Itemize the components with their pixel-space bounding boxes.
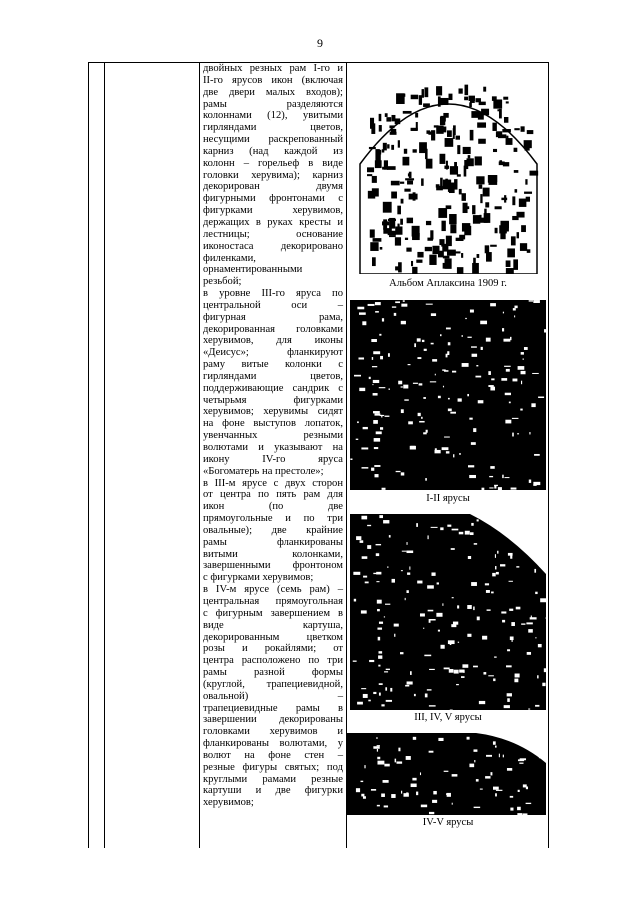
album-photo-iconostasis (352, 64, 545, 274)
description-line: II-го ярусов икон (включая (203, 74, 343, 86)
description-line: картуши и две фигурки (203, 785, 343, 797)
description-line: витыми колонками, (203, 548, 343, 560)
description-line: декорированным цветком (203, 631, 343, 643)
description-cell (203, 63, 343, 809)
description-line: лестницы; основание (203, 228, 343, 240)
description-line: круглыми рамами резные (203, 773, 343, 785)
description-line: рамы фланкированы (203, 536, 343, 548)
description-line: рамы разделяются (203, 98, 343, 110)
description-line: фигурками херувимов, (203, 205, 343, 217)
description-line: гирляндами цветов, (203, 370, 343, 382)
description-line: рамы разной формы (203, 667, 343, 679)
description-line: с фигурным завершением в (203, 607, 343, 619)
description-line: колонн – горельеф в виде (203, 157, 343, 169)
description-line: овальные); две крайние (203, 524, 343, 536)
description-line: с фигурками херувимов; (203, 572, 314, 584)
description-line: овальной) – (203, 690, 343, 702)
description-line: декорирован двумя (203, 181, 343, 193)
table-border-left (88, 62, 89, 848)
description-line: центра расположено по три (203, 655, 343, 667)
table-border-right (548, 62, 549, 848)
description-line: две двери малых входов); (203, 86, 343, 98)
description-line: декорированная головками (203, 323, 343, 335)
page-number: 9 (317, 36, 323, 50)
photo-tiers-1-2 (350, 300, 546, 490)
description-line: виде картуша, (203, 619, 343, 631)
description-line: розы и рокайлями; от (203, 643, 343, 655)
description-line: филенками, (203, 252, 256, 264)
description-line: резьбой; (203, 276, 242, 288)
description-line: икон (по две (203, 501, 343, 513)
description-line: в IV-м ярусе (семь рам) – (203, 584, 343, 596)
description-line: гирляндами цветов, (203, 122, 343, 134)
description-line: центральной оси – (203, 299, 343, 311)
description-line: херувимов; (203, 797, 254, 809)
description-line: держащих в руках кресты и (203, 216, 343, 228)
column-divider-2 (199, 62, 200, 848)
description-line: в III-м ярусе с двух сторон (203, 477, 343, 489)
description-line: фигурными фронтонами с (203, 193, 343, 205)
description-line: завершенными фронтоном (203, 560, 343, 572)
description-line: колоннами (12), увитыми (203, 110, 343, 122)
description-line: икону IV-го яруса (203, 453, 343, 465)
description-line: на фоне выступов лопаток, (203, 418, 343, 430)
description-line: увенчанных резными (203, 430, 343, 442)
description-line: от центра по пять рам для (203, 489, 343, 501)
description-line: фланкированы волютами, у (203, 738, 343, 750)
description-line: поддерживающие сандрик с (203, 382, 343, 394)
description-line: карниз (над каждой из (203, 145, 343, 157)
description-line: волютами и указывают на (203, 442, 343, 453)
caption-album: Альбом Аплаксина 1909 г. (389, 278, 507, 289)
photo-tiers-3-4-5 (350, 514, 546, 710)
caption-tiers-4-5: IV-V ярусы (422, 817, 474, 828)
description-line: фигурная рама, (203, 311, 343, 323)
description-line: трапециевидные рамы в (203, 702, 343, 714)
description-line: четырьмя фигурками (203, 394, 343, 406)
caption-tiers-1-2: I-II ярусы (426, 493, 470, 504)
column-divider-3 (346, 62, 347, 848)
photo-tiers-4-5 (346, 733, 546, 815)
description-line: в уровне III-го яруса по (203, 288, 343, 300)
description-line: орнаментированными (203, 264, 303, 276)
description-line: херувимов, для иконы (203, 335, 343, 347)
caption-tiers-3-4-5: III, IV, V ярусы (414, 712, 482, 723)
description-line: центральная прямоугольная (203, 595, 343, 607)
description-line: головками херувимов и (203, 726, 343, 738)
description-line: раму витые колонки с (203, 359, 343, 371)
description-line: несущими раскрепованный (203, 134, 343, 146)
description-line: «Деисус»; фланкируют (203, 347, 343, 359)
description-line: завершении декорированы (203, 714, 343, 726)
description-line: двойных резных рам I-го и (203, 63, 343, 74)
column-divider-1 (104, 62, 105, 848)
description-line: волют на фоне стен – (203, 749, 343, 761)
description-line: прямоугольные и по три (203, 513, 343, 525)
description-line: головки херувима); карниз (203, 169, 343, 181)
description-line: (круглой, трапециевидной, (203, 678, 343, 690)
description-line: херувимов; херувимы сидят (203, 406, 343, 418)
description-line: «Богоматерь на престоле»; (203, 465, 324, 477)
description-line: резные фигуры святых; под (203, 761, 343, 773)
description-line: иконостаса декорировано (203, 240, 343, 252)
